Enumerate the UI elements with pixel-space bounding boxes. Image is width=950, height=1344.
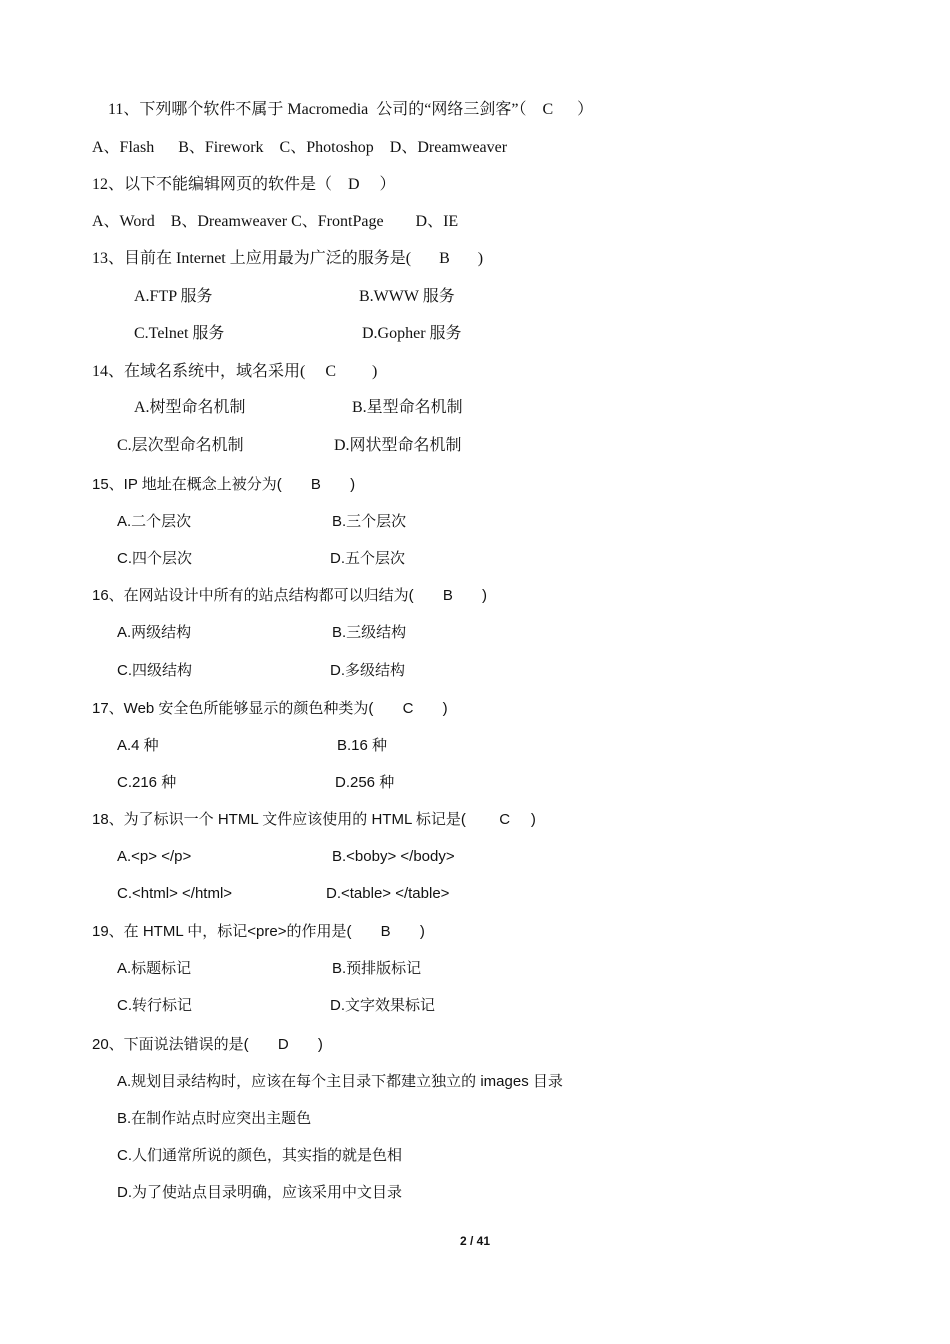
option-13a: A.FTP 服务 — [134, 288, 213, 305]
option-18b: B.<boby> </body> — [332, 848, 455, 865]
option-13d: D.Gopher 服务 — [362, 325, 462, 342]
question-15: 15、IP 地址在概念上被分为( B ) — [92, 476, 356, 493]
option-19a: A.标题标记 — [117, 960, 192, 977]
option-13c: C.Telnet 服务 — [134, 325, 225, 342]
question-18: 18、为了标识一个 HTML 文件应该使用的 HTML 标记是( C ) — [92, 811, 536, 828]
option-16a: A.两级结构 — [117, 624, 192, 641]
option-20c: C.人们通常所说的颜色，其实指的就是色相 — [117, 1147, 403, 1164]
option-18c: C.<html> </html> — [117, 885, 233, 902]
question-17: 17、Web 安全色所能够显示的颜色种类为( C ) — [92, 700, 448, 717]
option-14c: C.层次型命名机制 — [117, 437, 244, 454]
page-number: 2 / 41 — [459, 1234, 491, 1248]
option-19d: D.文字效果标记 — [330, 997, 436, 1014]
option-16b: B.三级结构 — [332, 624, 407, 641]
option-17a: A.4 种 — [117, 737, 159, 754]
question-13: 13、目前在 Internet 上应用最为广泛的服务是( B ) — [92, 250, 484, 267]
option-20d: D.为了使站点目录明确，应该采用中文目录 — [117, 1184, 403, 1201]
options-11: A、Flash B、Firework C、Photoshop D、Dreamweaver — [92, 139, 508, 156]
option-16c: C.四级结构 — [117, 662, 193, 679]
question-12: 12、以下不能编辑网页的软件是（ D ） — [92, 176, 396, 193]
option-14d: D.网状型命名机制 — [334, 437, 462, 454]
question-20: 20、下面说法错误的是( D ) — [92, 1036, 323, 1053]
option-17b: B.16 种 — [337, 737, 388, 754]
option-14b: B.星型命名机制 — [352, 399, 463, 416]
option-16d: D.多级结构 — [330, 662, 406, 679]
option-20a: A.规划目录结构时，应该在每个主目录下都建立独立的 images 目录 — [117, 1073, 563, 1090]
option-13b: B.WWW 服务 — [359, 288, 455, 305]
option-15a: A.二个层次 — [117, 513, 192, 530]
question-14: 14、在域名系统中，域名采用( C ) — [92, 363, 378, 380]
option-19c: C.转行标记 — [117, 997, 193, 1014]
option-18a: A.<p> </p> — [117, 848, 192, 865]
question-11: 11、下列哪个软件不属于 Macromedia 公司的“网络三剑客”（ C ） — [108, 101, 594, 118]
option-17c: C.216 种 — [117, 774, 177, 791]
option-17d: D.256 种 — [335, 774, 395, 791]
option-15b: B.三个层次 — [332, 513, 407, 530]
options-12: A、Word B、Dreamweaver C、FrontPage D、IE — [92, 213, 459, 230]
option-15c: C.四个层次 — [117, 550, 193, 567]
option-15d: D.五个层次 — [330, 550, 406, 567]
question-19: 19、在 HTML 中，标记<pre>的作用是( B ) — [92, 923, 425, 940]
option-19b: B.预排版标记 — [332, 960, 422, 977]
option-18d: D.<table> </table> — [326, 885, 450, 902]
option-14a: A.树型命名机制 — [134, 399, 246, 416]
question-16: 16、在网站设计中所有的站点结构都可以归结为( B ) — [92, 587, 488, 604]
option-20b: B.在制作站点时应突出主题色 — [117, 1110, 312, 1127]
